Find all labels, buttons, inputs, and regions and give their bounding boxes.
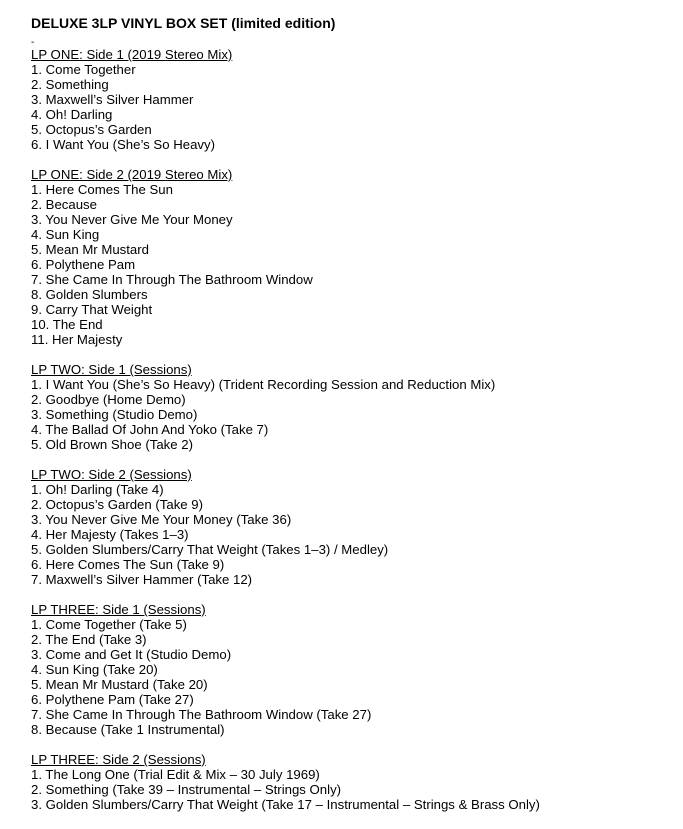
track-item: 2. Something xyxy=(31,77,109,92)
track-item: 8. Golden Slumbers xyxy=(31,287,148,302)
track-item: 1. Come Together (Take 5) xyxy=(31,617,187,632)
track-item: 3. Golden Slumbers/Carry That Weight (Take 17 – Instrumental – Strings & Brass Only) xyxy=(31,797,540,812)
track-item: 6. Polythene Pam xyxy=(31,257,136,272)
section-heading: LP THREE: Side 1 (Sessions) xyxy=(31,602,206,617)
track-list xyxy=(31,62,671,152)
track-item: 1. Oh! Darling (Take 4) xyxy=(31,482,164,497)
track-item: 4. Her Majesty (Takes 1–3) xyxy=(31,527,189,542)
track-list xyxy=(31,377,671,452)
track-item: 4. The Ballad Of John And Yoko (Take 7) xyxy=(31,422,269,437)
section-heading: LP TWO: Side 1 (Sessions) xyxy=(31,362,192,377)
track-item: 2. Because xyxy=(31,197,97,212)
track-item: 11. Her Majesty xyxy=(31,332,123,347)
track-item: 6. Polythene Pam (Take 27) xyxy=(31,692,194,707)
section-spacer xyxy=(31,347,671,362)
section-3 xyxy=(31,362,671,467)
track-item: 1. Here Comes The Sun xyxy=(31,182,173,197)
track-item: 2. Something (Take 39 – Instrumental – Strings Only) xyxy=(31,782,342,797)
section-heading: LP ONE: Side 1 (2019 Stereo Mix) xyxy=(31,47,233,62)
section-6 xyxy=(31,752,671,812)
track-item: 6. Here Comes The Sun (Take 9) xyxy=(31,557,225,572)
section-spacer xyxy=(31,452,671,467)
title-gap xyxy=(31,32,671,47)
track-item: 9. Carry That Weight xyxy=(31,302,153,317)
document xyxy=(31,14,671,812)
track-item: 4. Oh! Darling xyxy=(31,107,113,122)
tracklist-sections xyxy=(31,47,671,812)
section-heading: LP TWO: Side 2 (Sessions) xyxy=(31,467,192,482)
track-item: 2. Goodbye (Home Demo) xyxy=(31,392,186,407)
track-item: 6. I Want You (She’s So Heavy) xyxy=(31,137,215,152)
section-heading: LP ONE: Side 2 (2019 Stereo Mix) xyxy=(31,167,233,182)
track-item: 1. Come Together xyxy=(31,62,136,77)
track-item: 3. Maxwell’s Silver Hammer xyxy=(31,92,194,107)
track-item: 5. Mean Mr Mustard (Take 20) xyxy=(31,677,208,692)
section-2 xyxy=(31,167,671,362)
track-item: 4. Sun King xyxy=(31,227,100,242)
section-spacer xyxy=(31,737,671,752)
track-item: 5. Octopus’s Garden xyxy=(31,122,152,137)
section-spacer xyxy=(31,587,671,602)
track-item: 2. The End (Take 3) xyxy=(31,632,147,647)
track-item: 5. Old Brown Shoe (Take 2) xyxy=(31,437,193,452)
section-1 xyxy=(31,47,671,167)
stray-dash: - xyxy=(31,37,35,48)
track-list xyxy=(31,767,671,812)
section-spacer xyxy=(31,152,671,167)
track-list xyxy=(31,182,671,347)
track-item: 7. She Came In Through The Bathroom Window (Take 27) xyxy=(31,707,372,722)
track-item: 2. Octopus’s Garden (Take 9) xyxy=(31,497,204,512)
track-item: 3. Something (Studio Demo) xyxy=(31,407,198,422)
track-item: 5. Mean Mr Mustard xyxy=(31,242,149,257)
section-heading: LP THREE: Side 2 (Sessions) xyxy=(31,752,206,767)
track-item: 7. She Came In Through The Bathroom Window xyxy=(31,272,313,287)
track-item: 3. Come and Get It (Studio Demo) xyxy=(31,647,232,662)
track-list xyxy=(31,617,671,737)
track-item: 1. The Long One (Trial Edit & Mix – 30 July 1969) xyxy=(31,767,320,782)
track-item: 3. You Never Give Me Your Money xyxy=(31,212,233,227)
document-title: DELUXE 3LP VINYL BOX SET (limited edition) xyxy=(31,15,336,31)
track-item: 10. The End xyxy=(31,317,103,332)
track-item: 8. Because (Take 1 Instrumental) xyxy=(31,722,225,737)
section-5 xyxy=(31,602,671,752)
track-item: 4. Sun King (Take 20) xyxy=(31,662,158,677)
track-item: 1. I Want You (She’s So Heavy) (Trident Recording Session and Reduction Mix) xyxy=(31,377,496,392)
track-item: 7. Maxwell’s Silver Hammer (Take 12) xyxy=(31,572,253,587)
track-item: 5. Golden Slumbers/Carry That Weight (Takes 1–3) / Medley) xyxy=(31,542,389,557)
track-item: 3. You Never Give Me Your Money (Take 36) xyxy=(31,512,292,527)
section-4 xyxy=(31,467,671,602)
track-list xyxy=(31,482,671,587)
